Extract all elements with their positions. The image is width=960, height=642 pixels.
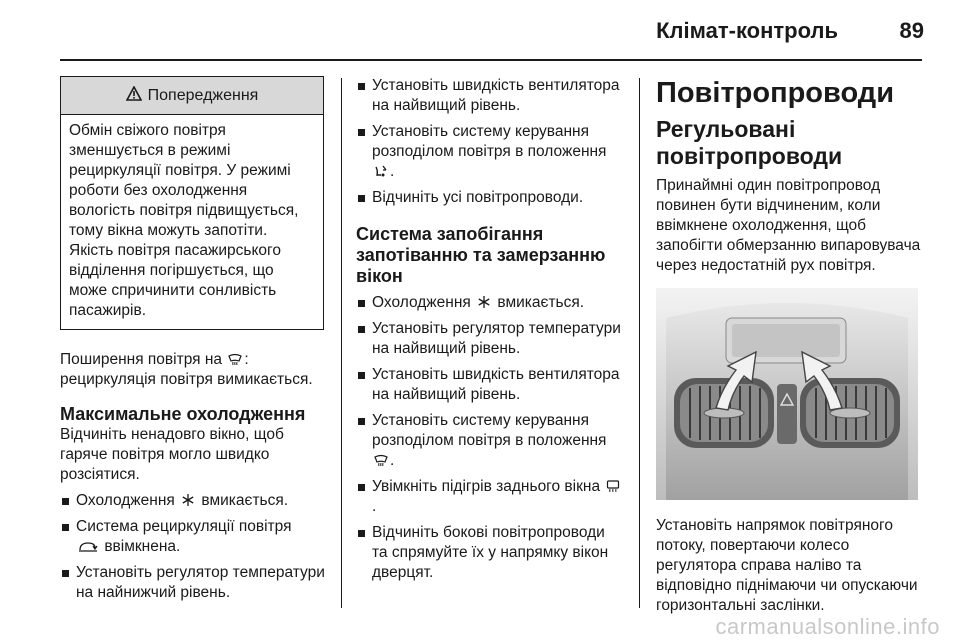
warning-box xyxy=(60,76,324,330)
column-3 xyxy=(656,76,924,616)
distribution-text-a: Поширення повітря на xyxy=(60,351,223,368)
warning-triangle-icon xyxy=(126,86,142,106)
header-rule xyxy=(60,59,922,61)
list-item-text: вмикається. xyxy=(201,492,289,509)
page-header xyxy=(0,0,960,64)
list-item xyxy=(356,293,624,313)
column-divider-2 xyxy=(639,78,640,608)
section-title: Повітропроводи xyxy=(656,77,895,109)
footwell-air-icon xyxy=(374,164,388,178)
list-item-text: вмикається. xyxy=(497,294,585,311)
list-item xyxy=(356,523,624,583)
list-item xyxy=(60,491,326,511)
cooling-steps-list xyxy=(356,76,624,208)
recirculation-icon xyxy=(78,539,98,553)
warning-title: Попередження xyxy=(147,86,259,104)
list-item-text: Охолодження xyxy=(76,492,175,509)
list-item xyxy=(60,517,326,557)
defog-list xyxy=(356,293,624,583)
list-item-text: Установіть швидкість вентилятора на найвищий рівень. xyxy=(372,366,620,403)
snowflake-icon xyxy=(477,295,491,309)
list-item-text: Увімкніть підігрів заднього вікна xyxy=(372,478,601,495)
list-item-text: . xyxy=(390,163,395,180)
watermark: carmanualsonline.info xyxy=(715,614,940,639)
list-item xyxy=(356,411,624,471)
defog-heading: Система запобігання запотіванню та замерзанню вікон xyxy=(356,224,606,286)
max-cooling-heading: Максимальне охолодження xyxy=(60,404,306,424)
list-item xyxy=(356,76,624,116)
column-2 xyxy=(356,76,624,583)
list-item-text: Установіть регулятор температури на найвищий рівень. xyxy=(372,320,621,357)
snowflake-icon xyxy=(181,493,195,507)
illustration-caption: Установіть напрямок повітряного потоку, повертаючи колесо регулятора справа наліво та відповідно піднімаючи чи опускаючи горизонтальні заслінки. xyxy=(656,517,918,614)
list-item-text: Система рециркуляції повітря xyxy=(76,518,292,535)
column-1 xyxy=(60,76,326,603)
list-item xyxy=(356,188,624,208)
adjustable-vents-text: Принаймні один повітропровод повинен бути відчиненим, коли ввімкнене охолодження, щоб запобігти обмерзанню випаровувача через недостатній рух повітря. xyxy=(656,177,921,274)
list-item-text: ввімкнена. xyxy=(104,538,181,555)
adjustable-vents-heading: Регульовані повітропроводи xyxy=(656,116,843,169)
list-item-text: Установіть регулятор температури на найнижчий рівень. xyxy=(76,564,325,601)
air-vents-illustration xyxy=(656,288,918,500)
max-cooling-list xyxy=(60,491,326,603)
list-item-text: Установіть систему керування розподілом повітря в положення xyxy=(372,123,607,160)
distribution-text-b: : рециркуляція повітря вимикається. xyxy=(60,351,313,388)
list-item-text: . xyxy=(390,452,395,469)
list-item xyxy=(60,563,326,603)
windshield-defrost-icon xyxy=(228,352,242,366)
list-item-text: Охолодження xyxy=(372,294,471,311)
column-divider-1 xyxy=(341,78,342,608)
list-item-text: Відчиніть усі повітропроводи. xyxy=(372,189,584,206)
warning-text: Обмін свіжого повітря зменшується в режимі рециркуляції повітря. У режимі роботи без охолодження вологість повітря підвищується, тому вікна можуть запотіти. Якість повітря пасажирського відділення погіршується, що може спричинити сонливість пасажирів. xyxy=(69,122,299,319)
list-item xyxy=(356,122,624,182)
max-cooling-intro: Відчиніть ненадовго вікно, щоб гаряче повітря могло швидко розсіятися. xyxy=(60,426,284,483)
list-item-text: Відчиніть бокові повітропроводи та спрямуйте їх у напрямку вікон дверцят. xyxy=(372,524,609,581)
page-number: 89 xyxy=(899,18,924,43)
list-item xyxy=(356,365,624,405)
list-item-text: Установіть швидкість вентилятора на найвищий рівень. xyxy=(372,77,620,114)
warning-header xyxy=(61,77,323,115)
list-item xyxy=(356,319,624,359)
windshield-defrost-icon xyxy=(374,453,388,467)
list-item xyxy=(356,477,624,517)
list-item-text: Установіть систему керування розподілом повітря в положення xyxy=(372,412,607,449)
list-item-text: . xyxy=(372,498,377,515)
right-vent xyxy=(800,378,900,448)
distribution-paragraph xyxy=(60,350,326,390)
rear-window-heat-icon xyxy=(606,479,620,493)
header-title: Клімат-контроль xyxy=(656,18,838,43)
